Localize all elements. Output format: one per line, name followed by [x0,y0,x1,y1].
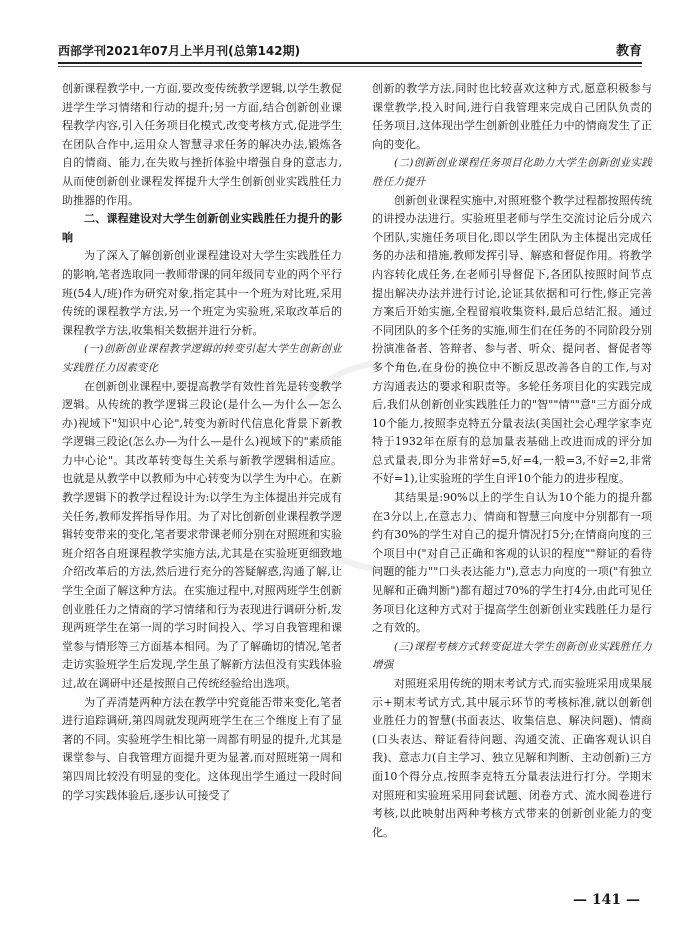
subsection-heading: (一)创新创业课程教学逻辑的转变引起大学生创新创业实践胜任力因素变化 [62,343,342,374]
paragraph: 其结果是:90%以上的学生自认为10个能力的提升都在3分以上,在意志力、情商和智慧三向度中分别都有一项约有30%的学生对自己的提升情况打5分;在情商向度的三个项目中("对自己正确和客观的认识的程度""辩证的看待问题的能力""口头表达能力"),意志力向度的一项("有独立见解和正确判断")都有超过70%的学生打4分,由此可见任务项目化这种方式对于提高学生创新创业实践胜任力是行之有效的。 [372,491,652,635]
subsection-heading: (三)课程考核方式转变促进大学生创新创业实践胜任力增强 [372,640,652,672]
paragraph: 创新创业课程实施中,对照班整个教学过程都按照传统的讲授办法进行。实验班里老师与学生交流讨论后分成六个团队,实施任务项目化,即以学生团队为主体提出完成任务的办法和措施,教师发挥引导、解惑和督促作用。将教学内容转化成任务,在老师引导督促下,各团队按照时间节点提出解决办法并进行讨论,论证其依据和可行性,修正完善方案后开始实施,全程留痕收集资料,最后总结汇报。通过不同团队的多个任务的实施,师生们在任务的不同阶段分别扮演准备者、答辩者、参与者、听众、提问者、督促者等多个角色,在身份的换位中不断反思改善各自的工作,与对方沟通表达的要求和职责等。多轮任务项目化的实践完成后,我们从创新创业实践胜任力的"智""情""意"三方面分成10个能力,按照李克特五分量表法(美国社会心理学家李克特于1932年在原有的总加量表基础上改进而成的评分加总式量表,即分为非常好=5,好=4,一般=3,不好=2,非常不好=1),让实验班的学生自评10个能力的进步程度。 [372,193,652,486]
page-header [58,40,642,64]
left-column [62,80,342,805]
subsection-heading: (二)创新创业课程任务项目化助力大学生创新创业实践胜任力提升 [372,157,652,188]
paragraph: 创新的教学方法,同时也比较喜欢这种方式,愿意积极参与课堂教学,投入时间,进行自我管理来完成自己团队负责的任务项目,这体现出学生创新创业胜任力中的情商发生了正向的变化。 [372,82,652,151]
journal-title: 西部学刊2021年07月上半月刊(总第142期) [58,44,301,58]
section-label: 教育 [615,44,642,59]
header-rule [58,66,642,67]
paragraph: 为了弄清楚两种方法在教学中究竟能否带来变化,笔者进行追踪调研,第四周就发现两班学生在三个维度上有了显著的不同。实验班学生相比第一周都有明显的提升,尤其是课堂参与、自我管理方面提升更为显著,而对照班第一周和第四周比较没有明显的变化。这体现出学生通过一段时间的学习实践体验后,逐步认可接受了 [62,695,342,802]
paragraph: 在创新创业课程中,要提高教学有效性首先是转变教学逻辑。从传统的教学逻辑三段论(是什么—为什么—怎么办)视域下"知识中心论",转变为新时代信息化背景下新教学逻辑三段论(怎么办—为什么—是什么)视域下的"素质能力中心论"。其改革转变每生关系与新教学逻辑相适应。也就是从教学中以教师为中心转变为以学生为中心。在新教学逻辑下的教学过程设计为:以学生为主体提出并完成有关任务,教师发挥指导作用。为了对比创新创业课程教学逻辑转变带来的变化,笔者要求带课老师分别在对照班和实验班介绍各自班课程教学实施方法,尤其是在实验班更细致地介绍改革后的方法,然后进行充分的答疑解惑,沟通了解,让学生全面了解这种方法。在实施过程中,对照两班学生创新创业胜任力之情商的学习情绪和行为表现进行调研分析,发现两班学生在第一周的学习时间投入、学习自我管理和课堂参与情形等三方面基本相同。为了了解确切的情况,笔者走访实验班学生后发现,学生虽了解新方法但没有实践体验过,故在调研中还是按照自己传统经验给出选项。 [62,379,342,690]
paragraph: 为了深入了解创新创业课程建设对大学生实践胜任力的影响,笔者选取同一教师带课的同年级同专业的两个平行班(54人/班)作为研究对象,指定其中一个班为对比班,采用传统的课程教学方法,另一个班定为实验班,采取改革后的课程教学方法,收集相关数据并进行分析。 [62,249,342,337]
paragraph: 对照班采用传统的期末考试方式,而实验班采用成果展示+期末考试方式,其中展示环节的考核标准,就以创新创业胜任力的智慧(书面表达、收集信息、解决问题)、情商(口头表达、辩证看待问题、沟通交流、正确客观认识自我)、意志力(自主学习、独立见解和判断、主动创新)三方面10个得分点,按照李克特五分量表法进行打分。学期末对照班和实验班采用同套试题、闭卷方式、流水阅卷进行考核,以此映射出两种考核方式带来的创新创业能力的变化。 [372,677,652,839]
section-heading: 二、课程建设对大学生创新创业实践胜任力提升的影响 [62,212,342,244]
right-column [372,80,652,842]
page-number: — 141 — [573,892,640,908]
paragraph: 创新课程教学中,一方面,要改变传统教学逻辑,以学生教促进学生学习情绪和行动的提升;另一方面,结合创新创业课程教学内容,引入任务项目化模式,改变考核方式,促进学生在团队合作中,运用众人智慧寻求任务的解决办法,锻炼各自的情商、能力,在失败与挫折体验中增强自身的意志力,从而使创新创业课程发挥提升大学生创新创业实践胜任力助推器的作用。 [62,82,342,207]
